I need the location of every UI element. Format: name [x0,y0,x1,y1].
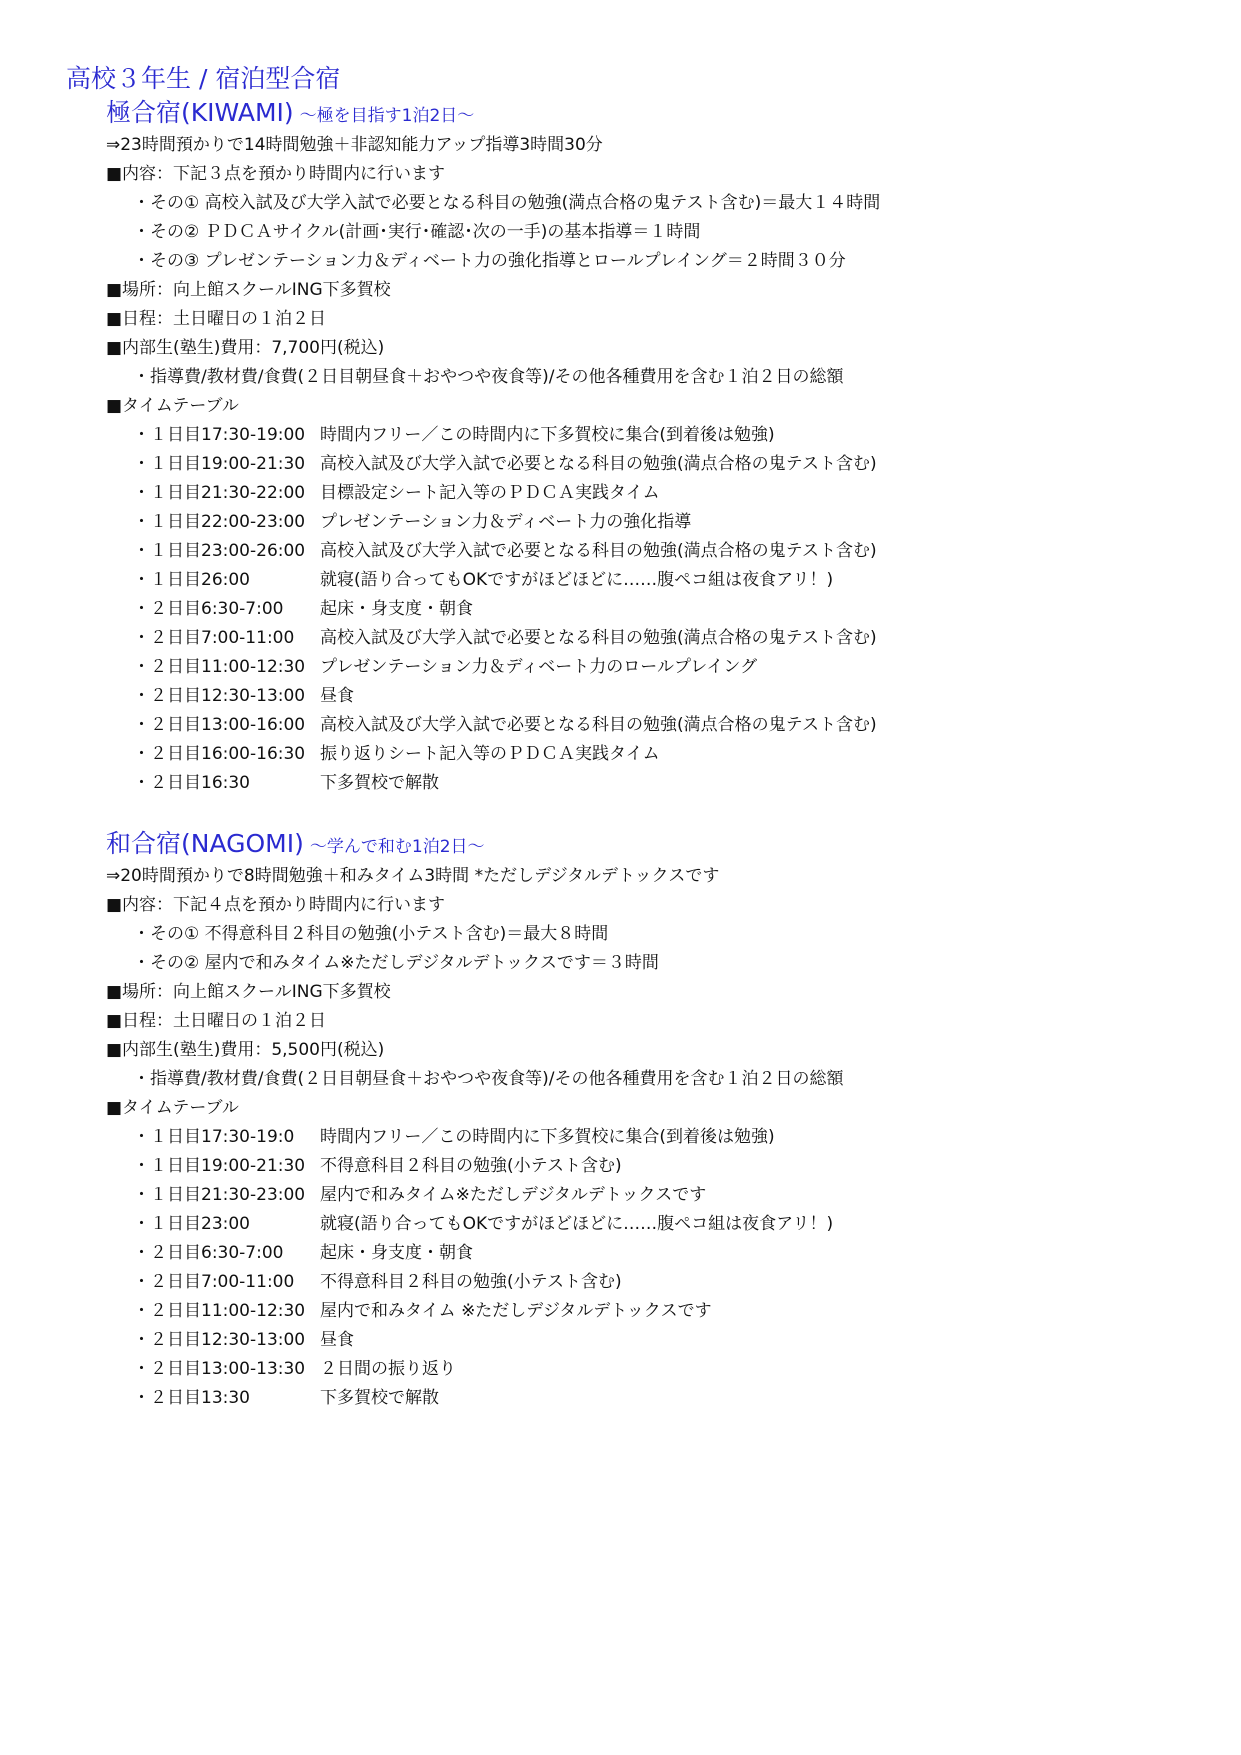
timetable-activity: 高校入試及び大学入試で必要となる科目の勉強(満点合格の鬼テスト含む) [320,628,877,648]
content-item: ・その② ＰＤＣＡサイクル(計画･実行･確認･次の一手)の基本指導＝１時間 [133,222,701,242]
timetable-activity: 下多賀校で解散 [320,1388,439,1408]
section-title: 極合宿(KIWAMI) [106,98,294,127]
content-label: ■内容：下記４点を預かり時間内に行います [106,895,446,915]
page-title: 高校３年生 / 宿泊型合宿 [66,64,341,93]
location-line: ■場所：向上館スクールING下多賀校 [106,982,391,1002]
timetable-activity: 就寝(語り合ってもOKですがほどほどに……腹ペコ組は夜食アリ！) [320,1214,834,1234]
timetable-activity: 起床・身支度・朝食 [320,599,473,619]
timetable-label: ■タイムテーブル [106,396,239,416]
timetable-activity: 振り返りシート記入等のＰＤＣＡ実践タイム [320,744,660,764]
timetable-time: ・１日目21:30-22:00 [133,483,306,503]
timetable-activity: 下多賀校で解散 [320,773,439,793]
timetable-time: ・２日目6:30-7:00 [133,599,284,619]
timetable-time: ・１日目19:00-21:30 [133,454,306,474]
timetable-activity: 時間内フリー／この時間内に下多賀校に集合(到着後は勉強) [320,425,775,445]
timetable-time: ・１日目17:30-19:0 [133,1127,295,1147]
timetable-time: ・１日目21:30-23:00 [133,1185,306,1205]
schedule-line: ■日程：土日曜日の１泊２日 [106,309,327,329]
section-title: 和合宿(NAGOMI) [106,829,304,858]
timetable-activity: 高校入試及び大学入試で必要となる科目の勉強(満点合格の鬼テスト含む) [320,715,877,735]
timetable-time: ・２日目11:00-12:30 [133,657,306,677]
timetable-activity: 不得意科目２科目の勉強(小テスト含む) [320,1272,622,1292]
timetable-label: ■タイムテーブル [106,1098,239,1118]
timetable-activity: ２日間の振り返り [320,1359,456,1379]
timetable-time: ・２日目16:30 [133,773,250,793]
timetable-activity: 高校入試及び大学入試で必要となる科目の勉強(満点合格の鬼テスト含む) [320,454,877,474]
fee-note: ・指導費/教材費/食費(２日目朝昼食＋おやつや夜食等)/その他各種費用を含む１泊２日の総額 [133,1069,844,1089]
timetable-time: ・１日目19:00-21:30 [133,1156,306,1176]
section-heading [106,827,485,861]
timetable-time: ・１日目22:00-23:00 [133,512,306,532]
timetable-time: ・２日目12:30-13:00 [133,1330,306,1350]
timetable-activity: 時間内フリー／この時間内に下多賀校に集合(到着後は勉強) [320,1127,775,1147]
timetable-time: ・２日目6:30-7:00 [133,1243,284,1263]
timetable-time: ・１日目23:00 [133,1214,250,1234]
timetable-time: ・２日目7:00-11:00 [133,628,295,648]
content-item: ・その① 高校入試及び大学入試で必要となる科目の勉強(満点合格の鬼テスト含む)＝最大１４時間 [133,193,881,213]
timetable-activity: 目標設定シート記入等のＰＤＣＡ実践タイム [320,483,660,503]
section-heading [106,96,474,130]
content-label: ■内容：下記３点を預かり時間内に行います [106,164,446,184]
timetable-time: ・２日目7:00-11:00 [133,1272,295,1292]
schedule-line: ■日程：土日曜日の１泊２日 [106,1011,327,1031]
timetable-activity: 屋内で和みタイム ※ただしデジタルデトックスです [320,1301,712,1321]
timetable-time: ・２日目11:00-12:30 [133,1301,306,1321]
timetable-time: ・２日目13:00-13:30 [133,1359,306,1379]
timetable-activity: 不得意科目２科目の勉強(小テスト含む) [320,1156,622,1176]
timetable-time: ・１日目26:00 [133,570,250,590]
content-item: ・その② 屋内で和みタイム※ただしデジタルデトックスです＝３時間 [133,953,659,973]
location-line: ■場所：向上館スクールING下多賀校 [106,280,391,300]
timetable-activity: 昼食 [320,686,354,706]
timetable-time: ・２日目13:30 [133,1388,250,1408]
timetable-time: ・２日目13:00-16:00 [133,715,306,735]
content-item: ・その① 不得意科目２科目の勉強(小テスト含む)＝最大８時間 [133,924,609,944]
timetable-time: ・２日目16:00-16:30 [133,744,306,764]
timetable-activity: 高校入試及び大学入試で必要となる科目の勉強(満点合格の鬼テスト含む) [320,541,877,561]
fee-line: ■内部生(塾生)費用：5,500円(税込) [106,1040,385,1060]
section-subtitle: 〜極を目指す1泊2日〜 [299,106,475,126]
timetable-time: ・１日目23:00-26:00 [133,541,306,561]
timetable-activity: 屋内で和みタイム※ただしデジタルデトックスです [320,1185,707,1205]
timetable-activity: プレゼンテーション力＆ディベート力の強化指導 [320,512,692,532]
content-item: ・その③ プレゼンテーション力＆ディベート力の強化指導とロールプレイング＝２時間３０分 [133,251,846,271]
timetable-activity: プレゼンテーション力＆ディベート力のロールプレイング [320,657,758,677]
timetable-time: ・２日目12:30-13:00 [133,686,306,706]
summary-line: ⇒23時間預かりで14時間勉強＋非認知能力アップ指導3時間30分 [106,135,603,155]
fee-line: ■内部生(塾生)費用：7,700円(税込) [106,338,385,358]
fee-note: ・指導費/教材費/食費(２日目朝昼食＋おやつや夜食等)/その他各種費用を含む１泊２日の総額 [133,367,844,387]
timetable-activity: 起床・身支度・朝食 [320,1243,473,1263]
section-subtitle: 〜学んで和む1泊2日〜 [309,837,485,857]
timetable-activity: 昼食 [320,1330,354,1350]
timetable-activity: 就寝(語り合ってもOKですがほどほどに……腹ペコ組は夜食アリ！) [320,570,834,590]
summary-line: ⇒20時間預かりで8時間勉強＋和みタイム3時間 *ただしデジタルデトックスです [106,866,720,886]
timetable-time: ・１日目17:30-19:00 [133,425,306,445]
